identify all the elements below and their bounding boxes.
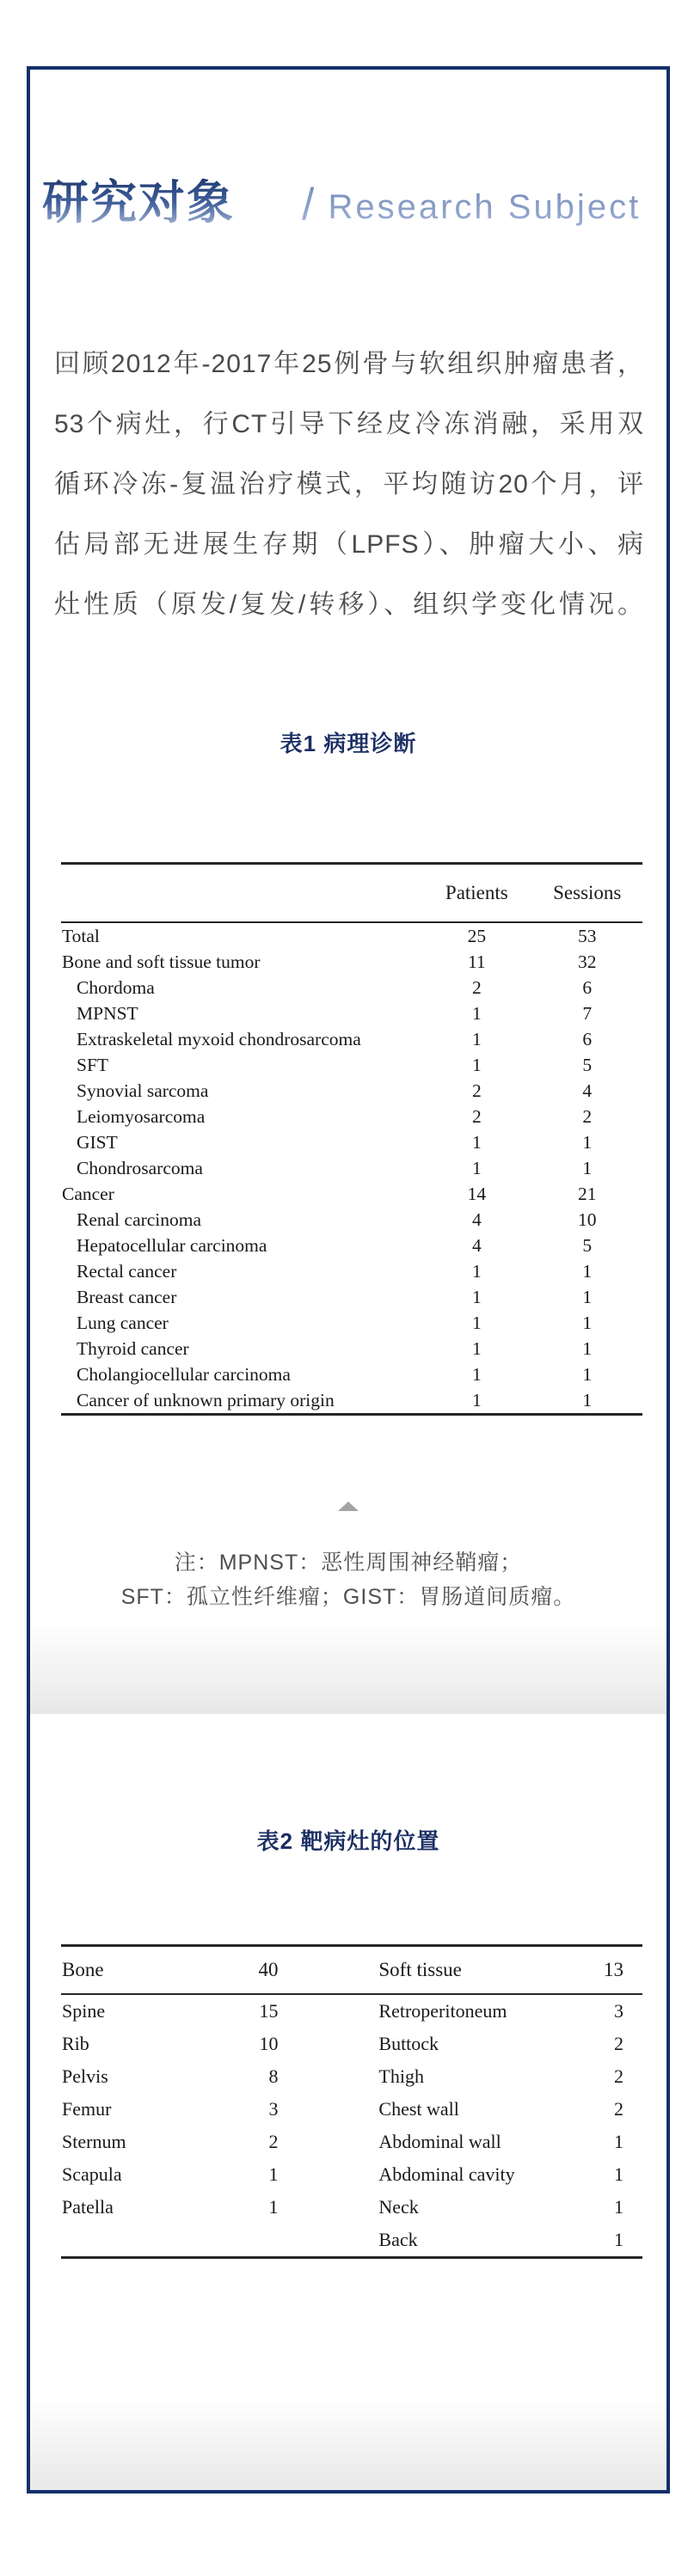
softtissue-site-cell: Abdominal cavity <box>378 2163 515 2185</box>
bone-count-cell: 1 <box>268 2163 279 2185</box>
table-header-row <box>61 1946 642 1995</box>
spacer-cell <box>279 1994 378 2028</box>
pathology-table <box>61 862 642 1416</box>
sessions-cell: 32 <box>578 951 597 972</box>
softtissue-site-cell: Back <box>378 2229 418 2250</box>
sessions-cell: 5 <box>582 1234 593 1256</box>
sessions-cell: 6 <box>582 1028 593 1049</box>
table-row <box>61 1026 642 1052</box>
bone-site-cell: Pelvis <box>62 2065 108 2087</box>
bone-count-cell <box>218 2224 280 2258</box>
diagnosis-cell: Cholangiocellular carcinoma <box>77 1363 291 1385</box>
table-row <box>61 1052 642 1078</box>
bone-site-cell: Patella <box>62 2196 114 2218</box>
sessions-cell: 6 <box>582 976 593 998</box>
spacer-cell <box>279 2126 378 2158</box>
patients-cell: 25 <box>467 925 487 946</box>
triangle-up-icon <box>338 1502 359 1511</box>
header-cell-spacer <box>279 1946 378 1995</box>
bone-count-cell: 3 <box>268 2098 279 2120</box>
table1-notes <box>30 1545 666 1614</box>
bone-site-cell: Scapula <box>62 2163 122 2185</box>
softtissue-site-cell: Neck <box>378 2196 419 2218</box>
table-row <box>61 2191 642 2224</box>
diagnosis-cell: SFT <box>77 1054 109 1075</box>
header-cell-empty <box>61 864 421 923</box>
softtissue-site-cell: Thigh <box>378 2065 424 2087</box>
table-row <box>61 1336 642 1361</box>
spacer-cell <box>279 2158 378 2191</box>
sessions-cell: 1 <box>582 1157 593 1178</box>
table-row <box>61 1361 642 1387</box>
diagnosis-cell: Total <box>62 925 100 946</box>
softtissue-count-cell: 2 <box>614 2065 624 2087</box>
table-row <box>61 1129 642 1155</box>
table-row <box>61 1310 642 1336</box>
softtissue-site-cell: Buttock <box>378 2033 439 2054</box>
intro-paragraph <box>54 334 644 635</box>
patients-cell: 4 <box>471 1208 482 1230</box>
table1-body <box>61 922 642 1415</box>
title-slash-divider: / <box>302 180 315 229</box>
bone-site-cell: Spine <box>62 2000 106 2022</box>
diagnosis-cell: Thyroid cancer <box>77 1337 189 1359</box>
table-row <box>61 1104 642 1129</box>
sessions-cell: 1 <box>582 1131 593 1153</box>
spacer-cell <box>279 2060 378 2093</box>
table-row <box>61 975 642 1000</box>
table-row <box>61 1078 642 1104</box>
table-row <box>61 2224 642 2258</box>
patients-cell: 11 <box>467 951 486 972</box>
table2-body <box>61 1994 642 2258</box>
sessions-cell: 7 <box>582 1002 593 1024</box>
intro-line: 估局部无进展生存期（LPFS）、肿瘤大小、病 <box>54 530 644 559</box>
table-row <box>61 1207 642 1233</box>
table-row <box>61 2060 642 2093</box>
bone-count-cell: 2 <box>268 2131 279 2152</box>
patients-cell: 1 <box>471 1157 482 1178</box>
sessions-cell: 10 <box>578 1208 597 1230</box>
table-row <box>61 2028 642 2060</box>
header-cell-bone: Bone <box>62 1959 104 1980</box>
diagnosis-cell: Hepatocellular carcinoma <box>77 1234 267 1256</box>
page-title-en: Research Subject <box>328 183 641 231</box>
sessions-cell: 4 <box>582 1080 593 1101</box>
table-row <box>61 1155 642 1181</box>
table-row <box>61 2158 642 2191</box>
header-cell-sessions: Sessions <box>553 882 622 903</box>
diagnosis-cell: MPNST <box>77 1002 138 1024</box>
sessions-cell: 1 <box>582 1389 593 1410</box>
bone-count-cell: 8 <box>268 2065 279 2087</box>
diagnosis-cell: Lung cancer <box>77 1312 169 1333</box>
diagnosis-cell: Breast cancer <box>77 1286 177 1307</box>
softtissue-count-cell: 1 <box>614 2163 624 2185</box>
softtissue-count-cell: 1 <box>614 2229 624 2250</box>
intro-line: 回顾2012年-2017年25例骨与软组织肿瘤患者， <box>54 350 644 378</box>
intro-line: 灶性质（原发/复发/转移）、组织学变化情况。 <box>54 590 644 619</box>
note-line: 注：MPNST：恶性周围神经鞘瘤； <box>174 1551 523 1575</box>
header-cell-patients: Patients <box>445 882 508 903</box>
softtissue-site-cell: Abdominal wall <box>378 2131 501 2152</box>
bone-site-cell: Femur <box>62 2098 112 2120</box>
table-row <box>61 1233 642 1258</box>
sessions-cell: 1 <box>582 1363 593 1385</box>
patients-cell: 1 <box>471 1363 482 1385</box>
patients-cell: 14 <box>467 1183 487 1204</box>
spacer-cell <box>279 2093 378 2126</box>
sessions-cell: 1 <box>582 1260 593 1282</box>
table-row <box>61 2093 642 2126</box>
softtissue-count-cell: 2 <box>614 2098 624 2120</box>
table-row <box>61 2126 642 2158</box>
content-card <box>27 66 670 2493</box>
table-row <box>61 922 642 949</box>
table-row <box>61 1387 642 1415</box>
patients-cell: 1 <box>471 1260 482 1282</box>
spacer-cell <box>279 2028 378 2060</box>
diagnosis-cell: Cancer <box>62 1183 114 1204</box>
header-cell-bone-count: 40 <box>258 1959 279 1980</box>
softtissue-count-cell: 3 <box>614 2000 624 2022</box>
diagnosis-cell: Leiomyosarcoma <box>77 1105 206 1127</box>
patients-cell: 1 <box>471 1002 482 1024</box>
patients-cell: 4 <box>471 1234 482 1256</box>
diagnosis-cell: Extraskeletal myxoid chondrosarcoma <box>77 1028 361 1049</box>
page-title-zh: 研究对象 <box>42 174 235 231</box>
note-line: SFT：孤立性纤维瘤；GIST：胃肠道间质瘤。 <box>120 1585 576 1609</box>
table1-title: 表1 病理诊断 <box>280 731 417 756</box>
table-row <box>61 1000 642 1026</box>
sessions-cell: 1 <box>582 1312 593 1333</box>
diagnosis-cell: GIST <box>77 1131 118 1153</box>
patients-cell: 1 <box>471 1054 482 1075</box>
sessions-cell: 2 <box>582 1105 593 1127</box>
intro-line: 53个病灶，行CT引导下经皮冷冻消融，采用双 <box>54 410 644 438</box>
spacer-cell <box>279 2191 378 2224</box>
sessions-cell: 53 <box>578 925 597 946</box>
diagnosis-cell: Chordoma <box>77 976 155 998</box>
bone-site-cell <box>61 2224 218 2258</box>
patients-cell: 2 <box>471 976 482 998</box>
table-row <box>61 949 642 975</box>
patients-cell: 1 <box>471 1028 482 1049</box>
table-header-row <box>61 864 642 923</box>
softtissue-site-cell: Chest wall <box>378 2098 459 2120</box>
patients-cell: 1 <box>471 1131 482 1153</box>
section-divider-band <box>30 1619 666 1714</box>
patients-cell: 1 <box>471 1312 482 1333</box>
patients-cell: 1 <box>471 1286 482 1307</box>
patients-cell: 1 <box>471 1337 482 1359</box>
sessions-cell: 5 <box>582 1054 593 1075</box>
header-cell-softtissue: Soft tissue <box>378 1959 462 1980</box>
diagnosis-cell: Rectal cancer <box>77 1260 177 1282</box>
lesion-location-table <box>61 1944 642 2259</box>
patients-cell: 2 <box>471 1105 482 1127</box>
table-row <box>61 1284 642 1310</box>
softtissue-count-cell: 1 <box>614 2196 624 2218</box>
sessions-cell: 1 <box>582 1337 593 1359</box>
table2-title: 表2 靶病灶的位置 <box>256 1828 440 1854</box>
card-bottom-band <box>30 2397 666 2490</box>
section-header <box>42 171 666 231</box>
softtissue-count-cell: 1 <box>614 2131 624 2152</box>
patients-cell: 1 <box>471 1389 482 1410</box>
table1-wrap <box>61 862 642 1416</box>
softtissue-count-cell: 2 <box>614 2033 624 2054</box>
bone-count-cell: 15 <box>259 2000 279 2022</box>
bone-count-cell: 1 <box>268 2196 279 2218</box>
spacer-cell <box>279 2224 378 2258</box>
bone-count-cell: 10 <box>259 2033 279 2054</box>
softtissue-site-cell: Retroperitoneum <box>378 2000 507 2022</box>
diagnosis-cell: Cancer of unknown primary origin <box>77 1389 335 1410</box>
table2-wrap <box>61 1944 642 2259</box>
bone-site-cell: Sternum <box>62 2131 126 2152</box>
table-row <box>61 1181 642 1207</box>
table-row <box>61 1994 642 2028</box>
header-cell-softtissue-count: 13 <box>604 1959 624 1980</box>
sessions-cell: 1 <box>582 1286 593 1307</box>
patients-cell: 2 <box>471 1080 482 1101</box>
diagnosis-cell: Chondrosarcoma <box>77 1157 203 1178</box>
intro-line: 循环冷冻-复温治疗模式，平均随访20个月，评 <box>54 470 644 499</box>
diagnosis-cell: Bone and soft tissue tumor <box>62 951 261 972</box>
diagnosis-cell: Synovial sarcoma <box>77 1080 209 1101</box>
table-row <box>61 1258 642 1284</box>
diagnosis-cell: Renal carcinoma <box>77 1208 202 1230</box>
sessions-cell: 21 <box>578 1183 597 1204</box>
bone-site-cell: Rib <box>62 2033 89 2054</box>
